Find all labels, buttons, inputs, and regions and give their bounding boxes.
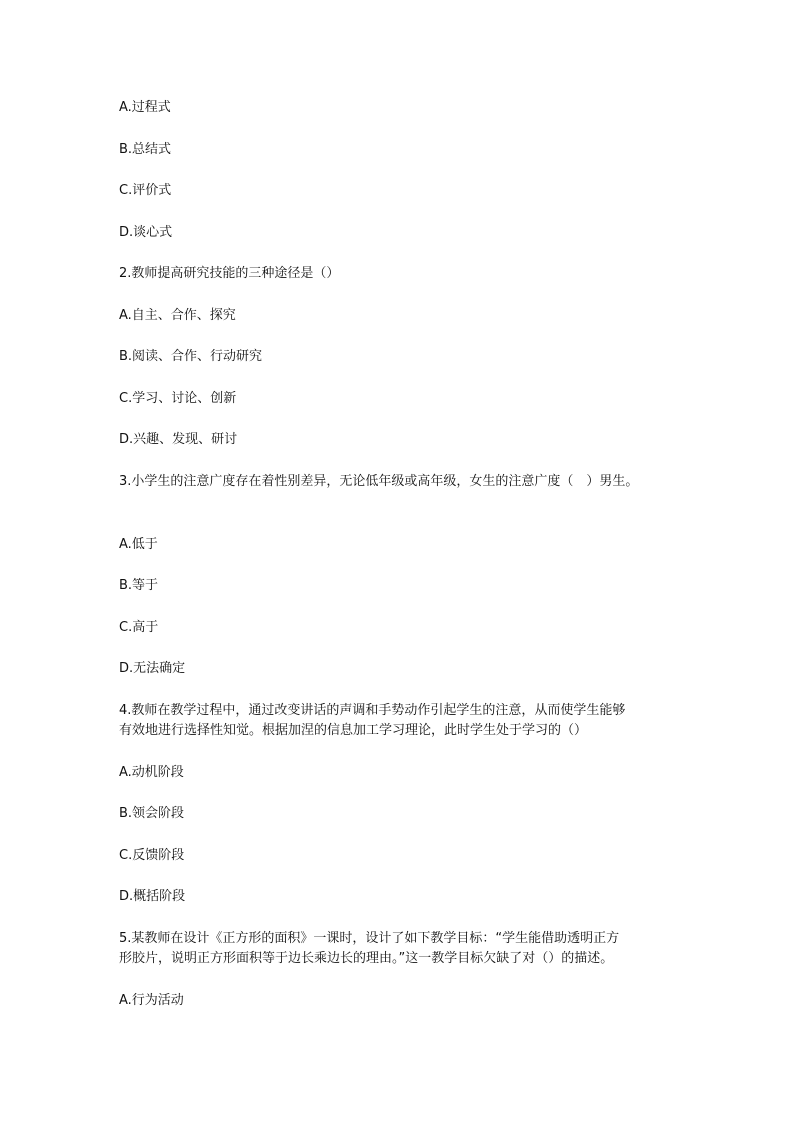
question-4-option-c: C.反馈阶段 [119,848,185,863]
question-2-option-b: B.阅读、合作、行动研究 [119,349,263,364]
question-2-option-c: C.学习、讨论、创新 [119,391,237,406]
option-c-evaluation-style: C.评价式 [119,183,172,198]
question-3-option-a: A.低于 [119,537,158,552]
question-5-option-a: A.行为活动 [119,993,184,1008]
question-3-option-b: B.等于 [119,578,159,593]
question-3: 3.小学生的注意广度存在着性别差异，无论低年级或高年级，女生的注意广度（ ）男生。 [119,474,639,489]
question-3-option-c: C.高于 [119,620,159,635]
option-b-summary-style: B.总结式 [119,142,172,157]
question-2-option-d: D.兴趣、发现、研讨 [119,432,238,447]
question-4-option-d: D.概括阶段 [119,889,186,904]
question-2-option-a: A.自主、合作、探究 [119,308,236,323]
option-d-talk-style: D.谈心式 [119,225,173,240]
question-4-option-a: A.动机阶段 [119,765,184,780]
question-3-option-d: D.无法确定 [119,661,186,676]
question-4-line-1: 4.教师在教学过程中，通过改变讲话的声调和手势动作引起学生的注意，从而使学生能够 [119,703,626,718]
option-a-process-style: A.过程式 [119,100,171,115]
question-2: 2.教师提高研究技能的三种途径是（） [119,266,340,281]
question-4-option-b: B.领会阶段 [119,806,185,821]
question-5-line-2: 形胶片，说明正方形面积等于边长乘边长的理由。”这一教学目标欠缺了对（）的描述。 [119,951,614,966]
question-4-line-2: 有效地进行选择性知觉。根据加涅的信息加工学习理论，此时学生处于学习的（） [119,723,588,738]
question-5-line-1: 5.某教师在设计《正方形的面积》一课时，设计了如下教学目标：“学生能借助透明正方 [119,931,620,946]
